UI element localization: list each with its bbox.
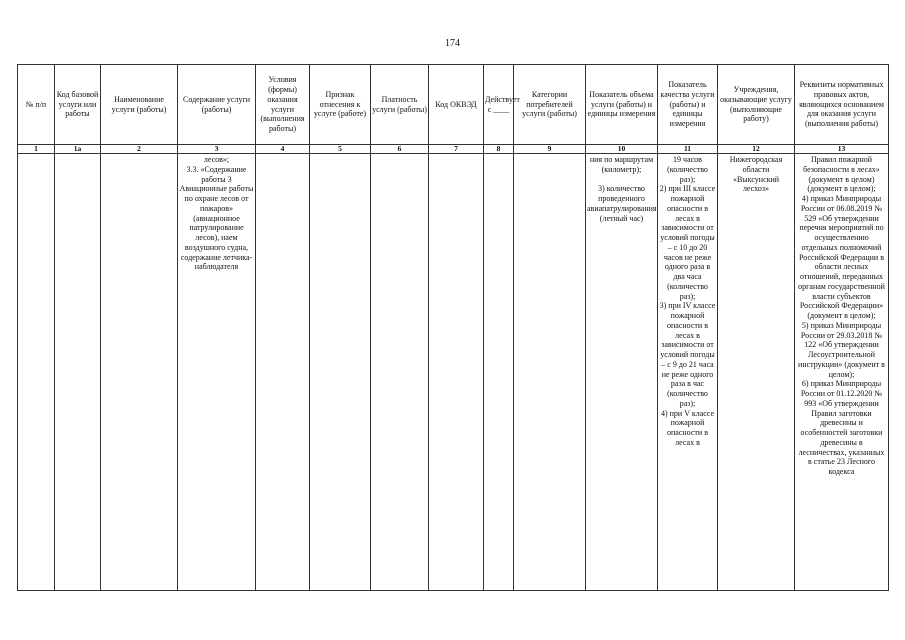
column-number: 5	[310, 145, 371, 154]
column-number: 9	[514, 145, 586, 154]
column-number: 2	[101, 145, 178, 154]
header-cell-service-name: Наименование услуги (работы)	[101, 65, 178, 145]
header-cell-conditions: Условия (формы) оказания услуги (выполнения работы)	[256, 65, 310, 145]
cell-consumers	[514, 154, 586, 591]
cell-attribution	[310, 154, 371, 591]
column-number: 10	[586, 145, 658, 154]
cell-base-code	[55, 154, 101, 591]
column-number: 4	[256, 145, 310, 154]
cell-institution: Нижегородская области «Выксунский лесхоз»	[718, 154, 795, 591]
cell-service-name	[101, 154, 178, 591]
table-header-row	[18, 65, 889, 145]
column-number: 3	[178, 145, 256, 154]
header-cell-consumers: Категории потребителей услуги (работы)	[514, 65, 586, 145]
cell-conditions	[256, 154, 310, 591]
column-number: 8	[484, 145, 514, 154]
header-cell-payment: Платность услуги (работы)	[371, 65, 429, 145]
cell-payment	[371, 154, 429, 591]
services-registry-table	[17, 64, 889, 591]
cell-quality-indicator: 19 часов (количество раз); 2) при III классе пожарной опасности в лесах в зависимости от условий погоды – с 10 до 20 часов не реже одного раза в два часа (количество раз); 3) при IV классе пожарной опасности в лесах в зависимости от условий погоды – с 9 до 21 часа не реже одного раза в час (количество раз); 4) при V классе пожарной опасности в лесах в	[658, 154, 718, 591]
column-number: 7	[429, 145, 484, 154]
cell-volume-indicator: ния по маршрутам (километр); 3) количество проведенного авиапатрулирования (летный час)	[586, 154, 658, 591]
table-row	[18, 154, 889, 591]
header-cell-okved: Код ОКВЭД	[429, 65, 484, 145]
header-cell-quality-indicator: Показатель качества услуги (работы) и единицы измерения	[658, 65, 718, 145]
cell-valid-from	[484, 154, 514, 591]
cell-legal-acts: Правил пожарной безопасности в лесах» (документ в целом) (документ в целом); 4) приказ Минприроды России от 06.08.2019 № 529 «Об утверждении перечня мероприятий по осуществлению отдельных полномочий Российской Федерации в области лесных отношений, переданных органам государственной власти субъектов Российской Федерации» (документ в целом); 5) приказ Минприроды России от 29.03.2018 № 122 «Об утверждении Лесоустроительной инструкции» (документ в целом); 6) приказ Минприроды России от 01.12.2020 № 993 «Об утверждении Правил заготовки древесины и особенностей заготовки древесины в лесничествах, указанных в статье 23 Лесного кодекса	[795, 154, 889, 591]
page-number: 174	[445, 38, 460, 49]
header-cell-base-code: Код базовой услуги или работы	[55, 65, 101, 145]
header-cell-valid-from: Действует с ____	[484, 65, 514, 145]
column-number-row	[18, 145, 889, 154]
column-number: 11	[658, 145, 718, 154]
header-cell-row-number: № п/п	[18, 65, 55, 145]
header-cell-legal-acts: Реквизиты нормативных правовых актов, являющихся основанием для оказания услуги (выполнения работы)	[795, 65, 889, 145]
cell-okved	[429, 154, 484, 591]
column-number: 1а	[55, 145, 101, 154]
cell-row-number	[18, 154, 55, 591]
header-cell-institutions: Учреждения, оказывающие услугу (выполняющие работу)	[718, 65, 795, 145]
header-cell-volume-indicator: Показатель объема услуги (работы) и единицы измерения	[586, 65, 658, 145]
header-cell-attribution: Признак отнесения к услуге (работе)	[310, 65, 371, 145]
column-number: 1	[18, 145, 55, 154]
column-number: 12	[718, 145, 795, 154]
header-cell-service-content: Содержание услуги (работы)	[178, 65, 256, 145]
cell-service-content: лесов»; 3.3. «Содержание работы 3 Авиационные работы по охране лесов от пожаров» (авиационное патрулирование лесов), наем воздушного судна, содержание летчика-наблюдателя	[178, 154, 256, 591]
column-number: 6	[371, 145, 429, 154]
column-number: 13	[795, 145, 889, 154]
